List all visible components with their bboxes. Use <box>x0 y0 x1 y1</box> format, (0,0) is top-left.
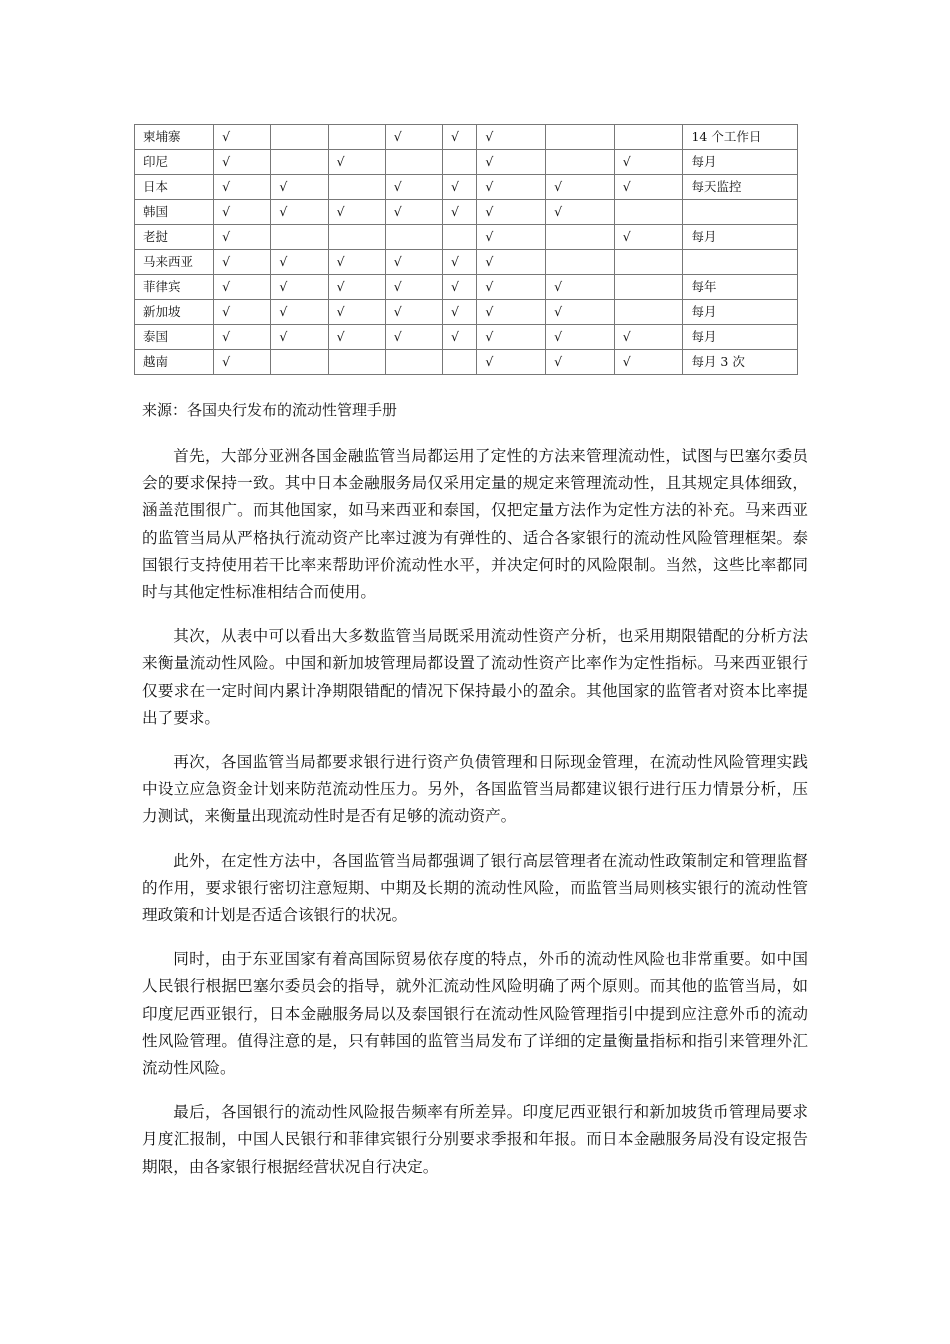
table-row <box>135 250 798 275</box>
country-cell: 柬埔寨 <box>135 125 214 150</box>
check-cell: √ <box>214 125 271 150</box>
table-body <box>135 125 798 375</box>
check-cell: √ <box>546 200 615 225</box>
check-cell <box>271 150 328 175</box>
check-cell: √ <box>328 250 385 275</box>
check-cell: √ <box>477 325 546 350</box>
frequency-cell: 每月 <box>683 300 798 325</box>
check-cell: √ <box>385 125 442 150</box>
check-cell: √ <box>443 175 477 200</box>
check-cell: √ <box>546 175 615 200</box>
check-cell <box>328 125 385 150</box>
check-cell: √ <box>385 175 442 200</box>
check-cell <box>546 150 615 175</box>
frequency-cell: 每月 <box>683 150 798 175</box>
check-cell <box>271 350 328 375</box>
check-cell: √ <box>328 300 385 325</box>
country-cell: 泰国 <box>135 325 214 350</box>
check-cell <box>385 350 442 375</box>
check-cell: √ <box>477 150 546 175</box>
country-cell: 老挝 <box>135 225 214 250</box>
check-cell: √ <box>271 250 328 275</box>
check-cell: √ <box>385 200 442 225</box>
check-cell: √ <box>214 275 271 300</box>
check-cell: √ <box>214 250 271 275</box>
frequency-cell: 每年 <box>683 275 798 300</box>
country-cell: 韩国 <box>135 200 214 225</box>
table-row <box>135 175 798 200</box>
check-cell: √ <box>477 175 546 200</box>
table-row <box>135 275 798 300</box>
body-paragraph: 最后，各国银行的流动性风险报告频率有所差异。印度尼西亚银行和新加坡货币管理局要求月度汇报制，中国人民银行和菲律宾银行分别要求季报和年报。而日本金融服务局没有设定报告期限，由各家银行根据经营状况自行决定。 <box>142 1103 808 1176</box>
frequency-cell <box>683 200 798 225</box>
check-cell: √ <box>385 275 442 300</box>
check-cell: √ <box>614 175 683 200</box>
frequency-cell: 每月 <box>683 325 798 350</box>
check-cell: √ <box>443 300 477 325</box>
check-cell <box>443 350 477 375</box>
check-cell: √ <box>443 250 477 275</box>
check-cell: √ <box>477 125 546 150</box>
check-cell: √ <box>214 225 271 250</box>
check-cell <box>385 225 442 250</box>
check-cell: √ <box>546 275 615 300</box>
check-cell <box>546 125 615 150</box>
frequency-cell: 每月 3 次 <box>683 350 798 375</box>
check-cell: √ <box>614 350 683 375</box>
check-cell: √ <box>477 275 546 300</box>
check-cell <box>271 225 328 250</box>
check-cell: √ <box>328 325 385 350</box>
frequency-cell: 每天监控 <box>683 175 798 200</box>
check-cell: √ <box>477 250 546 275</box>
country-cell: 印尼 <box>135 150 214 175</box>
check-cell: √ <box>214 200 271 225</box>
table-row <box>135 350 798 375</box>
check-cell: √ <box>546 300 615 325</box>
table-row <box>135 225 798 250</box>
check-cell: √ <box>614 150 683 175</box>
check-cell <box>614 125 683 150</box>
body-paragraph: 首先，大部分亚洲各国金融监管当局都运用了定性的方法来管理流动性，试图与巴塞尔委员会的要求保持一致。其中日本金融服务局仅采用定量的规定来管理流动性，且其规定具体细致，涵盖范围很广。而其他国家，如马来西亚和泰国，仅把定量方法作为定性方法的补充。马来西亚的监管当局从严格执行流动资产比率过渡为有弹性的、适合各家银行的流动性风险管理框架。泰国银行支持使用若干比率来帮助评价流动性水平，并决定何时的风险限制。当然，这些比率都同时与其他定性标准相结合而使用。 <box>142 447 808 602</box>
check-cell: √ <box>214 150 271 175</box>
body-paragraph: 此外，在定性方法中，各国监管当局都强调了银行高层管理者在流动性政策制定和管理监督的作用，要求银行密切注意短期、中期及长期的流动性风险，而监管当局则核实银行的流动性管理政策和计划是否适合该银行的状况。 <box>142 851 808 925</box>
check-cell <box>614 200 683 225</box>
body-paragraph: 同时，由于东亚国家有着高国际贸易依存度的特点，外币的流动性风险也非常重要。如中国人民银行根据巴塞尔委员会的指导，就外汇流动性风险明确了两个原则。而其他的监管当局，如印度尼西亚银行，日本金融服务局以及泰国银行在流动性风险管理指引中提到应注意外币的流动性风险管理。值得注意的是，只有韩国的监管当局发布了详细的定量衡量指标和指引来管理外汇流动性风险。 <box>142 950 808 1078</box>
check-cell: √ <box>271 275 328 300</box>
check-cell <box>271 125 328 150</box>
check-cell: √ <box>328 150 385 175</box>
country-cell: 菲律宾 <box>135 275 214 300</box>
check-cell <box>328 175 385 200</box>
table-row <box>135 150 798 175</box>
check-cell <box>546 250 615 275</box>
check-cell <box>328 350 385 375</box>
check-cell: √ <box>477 300 546 325</box>
country-cell: 日本 <box>135 175 214 200</box>
check-cell: √ <box>271 300 328 325</box>
check-cell <box>546 225 615 250</box>
check-cell: √ <box>214 300 271 325</box>
body-paragraph: 再次，各国监管当局都要求银行进行资产负债管理和日际现金管理，在流动性风险管理实践中设立应急资金计划来防范流动性压力。另外，各国监管当局都建议银行进行压力情景分析，压力测试，来衡量出现流动性时是否有足够的流动资产。 <box>142 753 808 826</box>
source-note: 来源：各国央行发布的流动性管理手册 <box>142 401 398 419</box>
check-cell: √ <box>477 350 546 375</box>
body-text <box>142 443 808 1198</box>
check-cell: √ <box>477 225 546 250</box>
table-row <box>135 200 798 225</box>
check-cell: √ <box>443 275 477 300</box>
table-row <box>135 300 798 325</box>
check-cell: √ <box>385 300 442 325</box>
check-cell: √ <box>385 325 442 350</box>
check-cell: √ <box>443 200 477 225</box>
country-cell: 新加坡 <box>135 300 214 325</box>
check-cell: √ <box>443 325 477 350</box>
check-cell: √ <box>477 200 546 225</box>
check-cell <box>385 150 442 175</box>
frequency-cell <box>683 250 798 275</box>
country-cell: 马来西亚 <box>135 250 214 275</box>
check-cell <box>443 150 477 175</box>
check-cell <box>328 225 385 250</box>
check-cell <box>614 300 683 325</box>
check-cell: √ <box>614 225 683 250</box>
check-cell: √ <box>271 325 328 350</box>
frequency-cell: 14 个工作日 <box>683 125 798 150</box>
frequency-cell: 每月 <box>683 225 798 250</box>
table-row <box>135 325 798 350</box>
country-cell: 越南 <box>135 350 214 375</box>
check-cell: √ <box>385 250 442 275</box>
check-cell: √ <box>271 200 328 225</box>
check-cell: √ <box>546 325 615 350</box>
check-cell <box>614 250 683 275</box>
check-cell: √ <box>214 350 271 375</box>
check-cell: √ <box>214 175 271 200</box>
check-cell: √ <box>614 325 683 350</box>
regulation-table <box>134 124 798 375</box>
check-cell <box>614 275 683 300</box>
table-row <box>135 125 798 150</box>
check-cell: √ <box>271 175 328 200</box>
check-cell: √ <box>328 275 385 300</box>
check-cell: √ <box>443 125 477 150</box>
check-cell: √ <box>546 350 615 375</box>
check-cell: √ <box>214 325 271 350</box>
check-cell <box>443 225 477 250</box>
check-cell: √ <box>328 200 385 225</box>
body-paragraph: 其次，从表中可以看出大多数监管当局既采用流动性资产分析，也采用期限错配的分析方法来衡量流动性风险。中国和新加坡管理局都设置了流动性资产比率作为定性指标。马来西亚银行仅要求在一定时间内累计净期限错配的情况下保持最小的盈余。其他国家的监管者对资本比率提出了要求。 <box>142 627 808 727</box>
